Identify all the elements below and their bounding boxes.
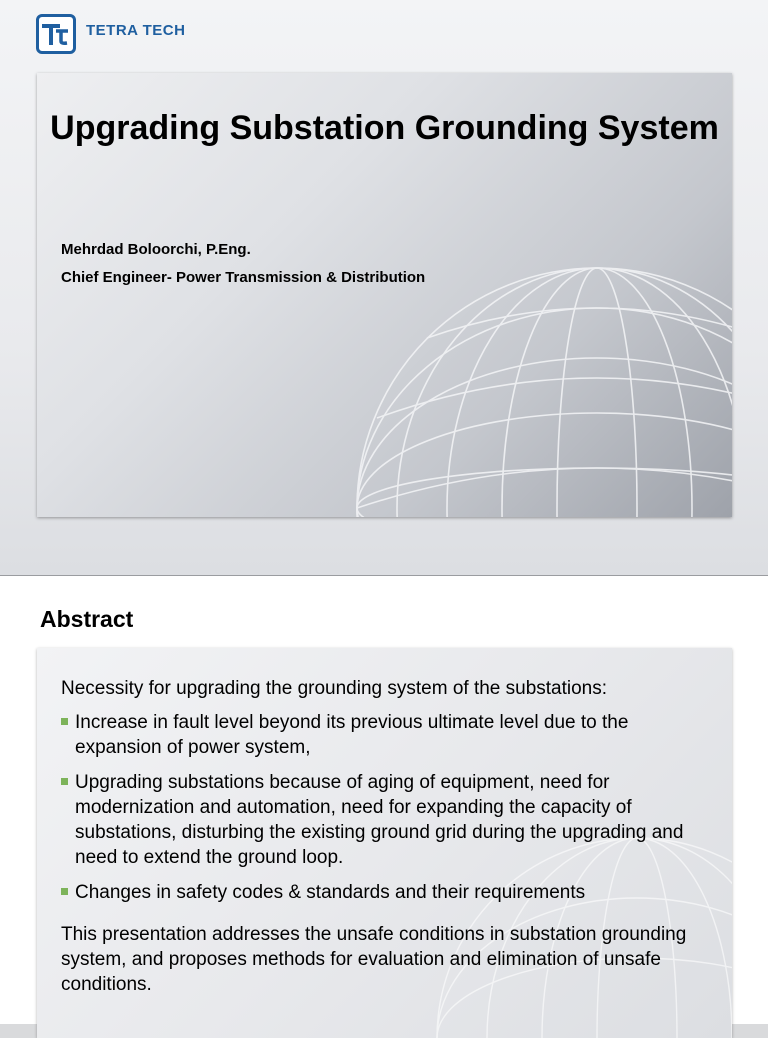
logo-text: TETRA TECH [86,22,186,39]
author-name: Mehrdad Boloorchi, P.Eng. [61,241,251,258]
list-item [61,880,711,905]
globe-graphic-icon [337,248,732,517]
tetra-tech-logo-icon [36,14,76,54]
bullet-square-icon [61,888,68,895]
slide-title: Upgrading Substation Grounding System [50,109,719,147]
list-item [61,770,711,870]
bullet-text: Increase in fault level beyond its previous ultimate level due to the expansion of power system, [75,712,629,758]
abstract-bullet-list [61,710,711,915]
abstract-panel [37,648,732,1038]
title-panel [37,73,732,517]
author-role: Chief Engineer- Power Transmission & Distribution [61,269,426,286]
bullet-text: Upgrading substations because of aging of equipment, need for modernization and automation, need for expanding the capacity of substations, disturbing the existing ground grid during the upgrading and need to extend the ground loop. [75,772,684,868]
bullet-square-icon [61,718,68,725]
abstract-slide [0,576,768,1024]
list-item [61,710,711,760]
bullet-text: Changes in safety codes & standards and their requirements [75,882,586,903]
bullet-square-icon [61,778,68,785]
abstract-intro: Necessity for upgrading the grounding system of the substations: [61,678,608,699]
abstract-heading: Abstract [40,606,134,632]
abstract-closing: This presentation addresses the unsafe conditions in substation grounding system, and proposes methods for evaluation and elimination of unsafe conditions. [61,924,687,995]
